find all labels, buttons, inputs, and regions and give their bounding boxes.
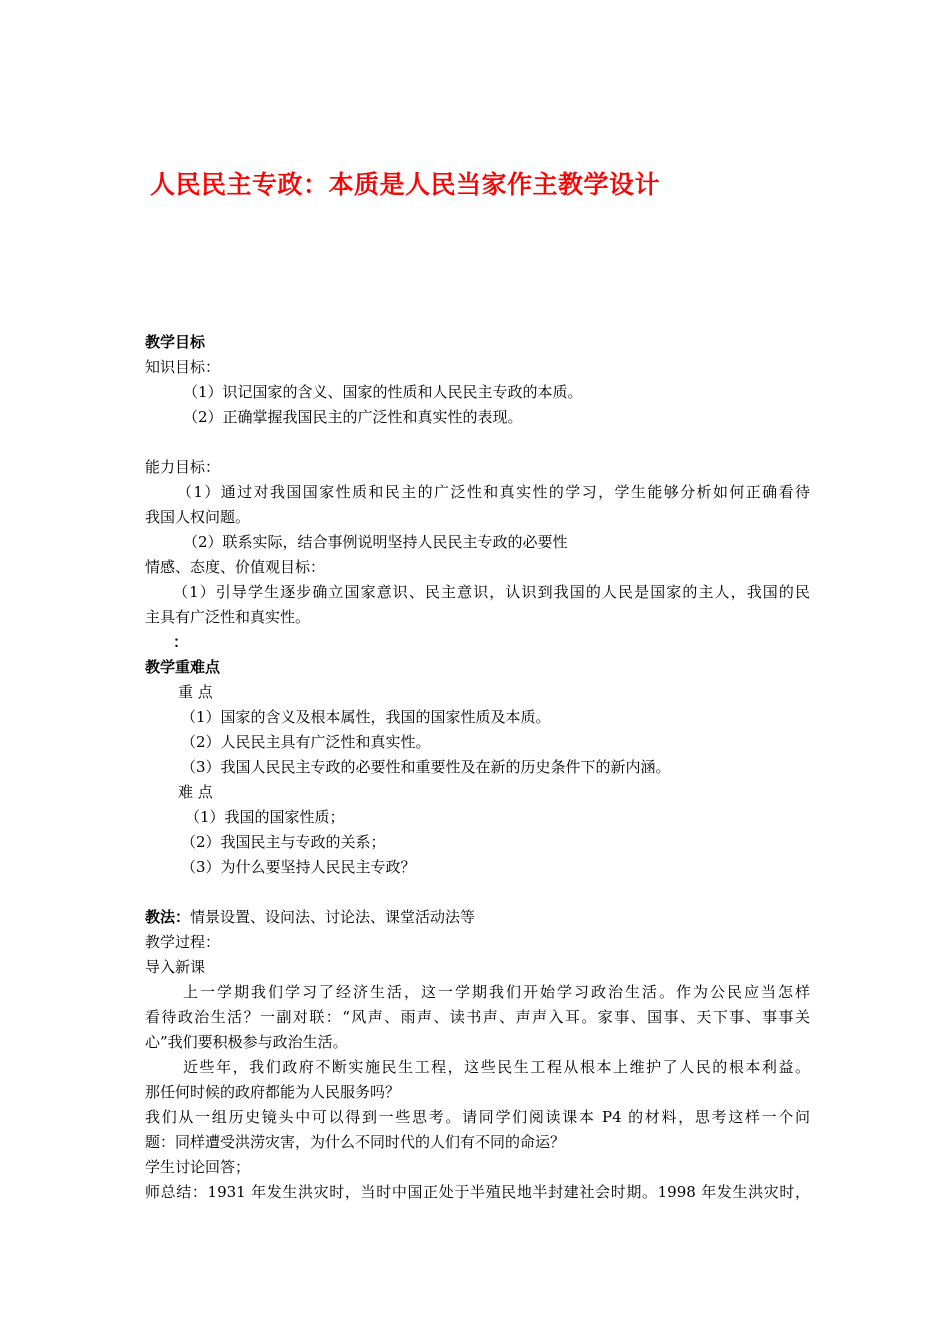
discussion-line: 学生讨论回答；: [145, 1158, 251, 1176]
methods-text: 情景设置、设问法、讨论法、课堂活动法等: [190, 908, 476, 926]
emotion-item-cont: 主具有广泛性和真实性。: [145, 608, 311, 626]
stray-mark: ：: [173, 633, 189, 651]
key-points-heading: 教学重难点: [145, 658, 221, 676]
emotion-item: （1）引导学生逐步确立国家意识、民主意识，认识到我国的人民是国家的主人，我国的民: [173, 583, 810, 601]
process-label: 教学过程：: [145, 933, 221, 951]
summary-line: 师总结：1931 年发生洪灾时，当时中国正处于半殖民地半封建社会时期。1998 年发生洪灾时，: [145, 1183, 810, 1201]
intro-label: 导入新课: [145, 958, 206, 976]
paragraph-line: 上一学期我们学习了经济生活，这一学期我们开始学习政治生活。作为公民应当怎样: [183, 983, 810, 1001]
document-body: [145, 330, 810, 1205]
emotion-label: 情感、态度、价值观目标：: [145, 558, 326, 576]
difficulty-item: （3）为什么要坚持人民民主专政？: [181, 858, 416, 876]
methods-line: [145, 905, 810, 930]
document-title: 人民民主专政：本质是人民当家作主教学设计: [150, 170, 661, 199]
difficulty-item: （1）我国的国家性质；: [185, 808, 345, 826]
methods-label: 教法：: [145, 908, 191, 926]
ability-label: 能力目标：: [145, 458, 221, 476]
paragraph-line: 心”我们要积极参与政治生活。: [145, 1033, 348, 1051]
ability-item-cont: 我国人权问题。: [145, 508, 251, 526]
paragraph-line: 看待政治生活？一副对联：“风声、雨声、读书声、声声入耳。家事、国事、天下事、事事关: [145, 1008, 810, 1026]
spacer: [145, 880, 810, 905]
focus-item: （1）国家的含义及根本属性，我国的国家性质及本质。: [181, 708, 551, 726]
difficulty-label: 难 点: [178, 783, 213, 801]
difficulty-item: （2）我国民主与专政的关系；: [181, 833, 386, 851]
knowledge-item: （2）正确掌握我国民主的广泛性和真实性的表现。: [183, 408, 523, 426]
paragraph-line: 我们从一组历史镜头中可以得到一些思考。请同学们阅读课本 P4 的材料，思考这样一个问: [145, 1108, 810, 1126]
paragraph-line: 近些年，我们政府不断实施民生工程，这些民生工程从根本上维护了人民的根本利益。: [183, 1058, 810, 1076]
paragraph-line: 那任何时候的政府都能为人民服务吗？: [145, 1083, 401, 1101]
focus-item: （2）人民民主具有广泛性和真实性。: [181, 733, 431, 751]
ability-item: （2）联系实际，结合事例说明坚持人民民主专政的必要性: [183, 533, 568, 551]
focus-item: （3）我国人民民主专政的必要性和重要性及在新的历史条件下的新内涵。: [181, 758, 671, 776]
spacer: [145, 430, 810, 455]
focus-label: 重 点: [178, 683, 213, 701]
paragraph-line: 题：同样遭受洪涝灾害，为什么不同时代的人们有不同的命运？: [145, 1133, 566, 1151]
ability-item: （1）通过对我国国家性质和民主的广泛性和真实性的学习，学生能够分析如何正确看待: [177, 483, 810, 501]
objectives-heading: 教学目标: [145, 333, 206, 351]
knowledge-label: 知识目标：: [145, 358, 221, 376]
knowledge-item: （1）识记国家的含义、国家的性质和人民民主专政的本质。: [183, 383, 583, 401]
